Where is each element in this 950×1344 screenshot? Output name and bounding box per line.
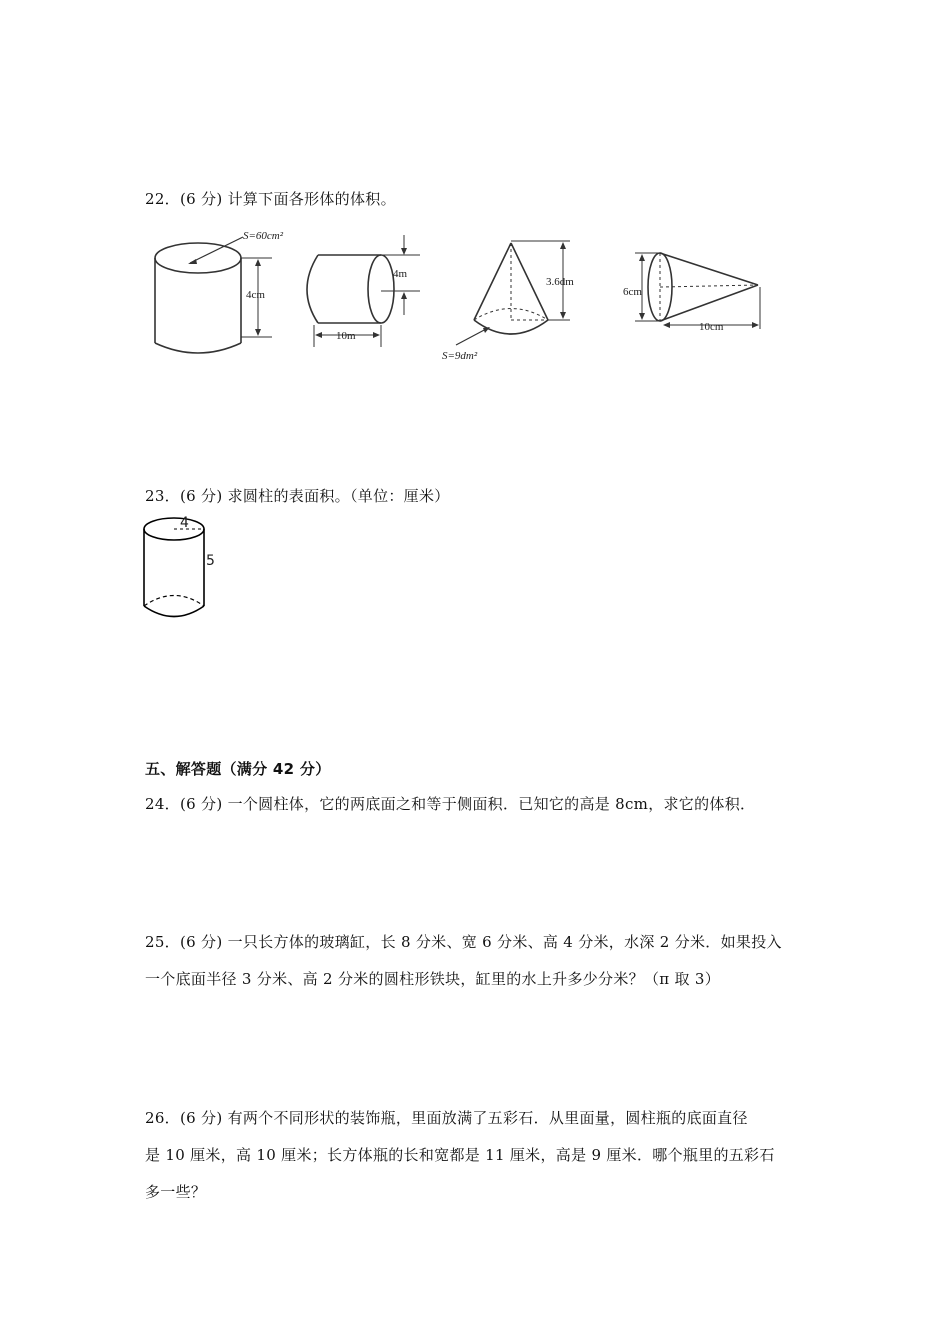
- fig3-height-label: 3.6dm: [546, 276, 574, 288]
- q23-diameter-label: 4: [180, 515, 189, 531]
- question-26-line-3: 多一些？: [145, 1183, 207, 1201]
- fig1-area-label: S=60cm²: [243, 230, 284, 242]
- figure-cylinder-q23: [140, 512, 230, 627]
- figure-cone-upright: [440, 235, 580, 370]
- fig2-diameter-label: 4m: [393, 268, 408, 280]
- question-22-text: 22．(6 分) 计算下面各形体的体积。: [145, 190, 396, 208]
- fig3-area-label: S=9dm²: [442, 350, 478, 362]
- fig1-height-label: 4cm: [246, 289, 265, 301]
- question-23-text: 23．(6 分) 求圆柱的表面积。（单位：厘米）: [145, 487, 450, 505]
- question-26-line-1: 26．(6 分) 有两个不同形状的装饰瓶，里面放满了五彩石．从里面量，圆柱瓶的底面直径: [145, 1109, 748, 1127]
- fig4-diameter-label: 6cm: [623, 286, 642, 298]
- figure-cone-horizontal: [615, 245, 770, 345]
- question-25-line-1: 25．(6 分) 一只长方体的玻璃缸，长 8 分米、宽 6 分米、高 4 分米，水深 2 分米．如果投入: [145, 933, 782, 951]
- question-25-line-2: 一个底面半径 3 分米、高 2 分米的圆柱形铁块，缸里的水上升多少分米？（π 取 3）: [145, 970, 721, 988]
- fig2-length-label: 10m: [336, 330, 356, 342]
- question-26-line-2: 是 10 厘米，高 10 厘米；长方体瓶的长和宽都是 11 厘米，高是 9 厘米．哪个瓶里的五彩石: [145, 1146, 775, 1164]
- question-24-text: 24．(6 分) 一个圆柱体，它的两底面之和等于侧面积．已知它的高是 8cm，求它的体积．: [145, 795, 756, 813]
- section-5-heading: 五、解答题（满分 42 分）: [145, 760, 331, 778]
- figure-cylinder-horizontal: [298, 235, 428, 350]
- fig4-length-label: 10cm: [699, 321, 724, 333]
- q23-height-label: 5: [206, 553, 215, 569]
- figure-cylinder-upright: [148, 225, 283, 360]
